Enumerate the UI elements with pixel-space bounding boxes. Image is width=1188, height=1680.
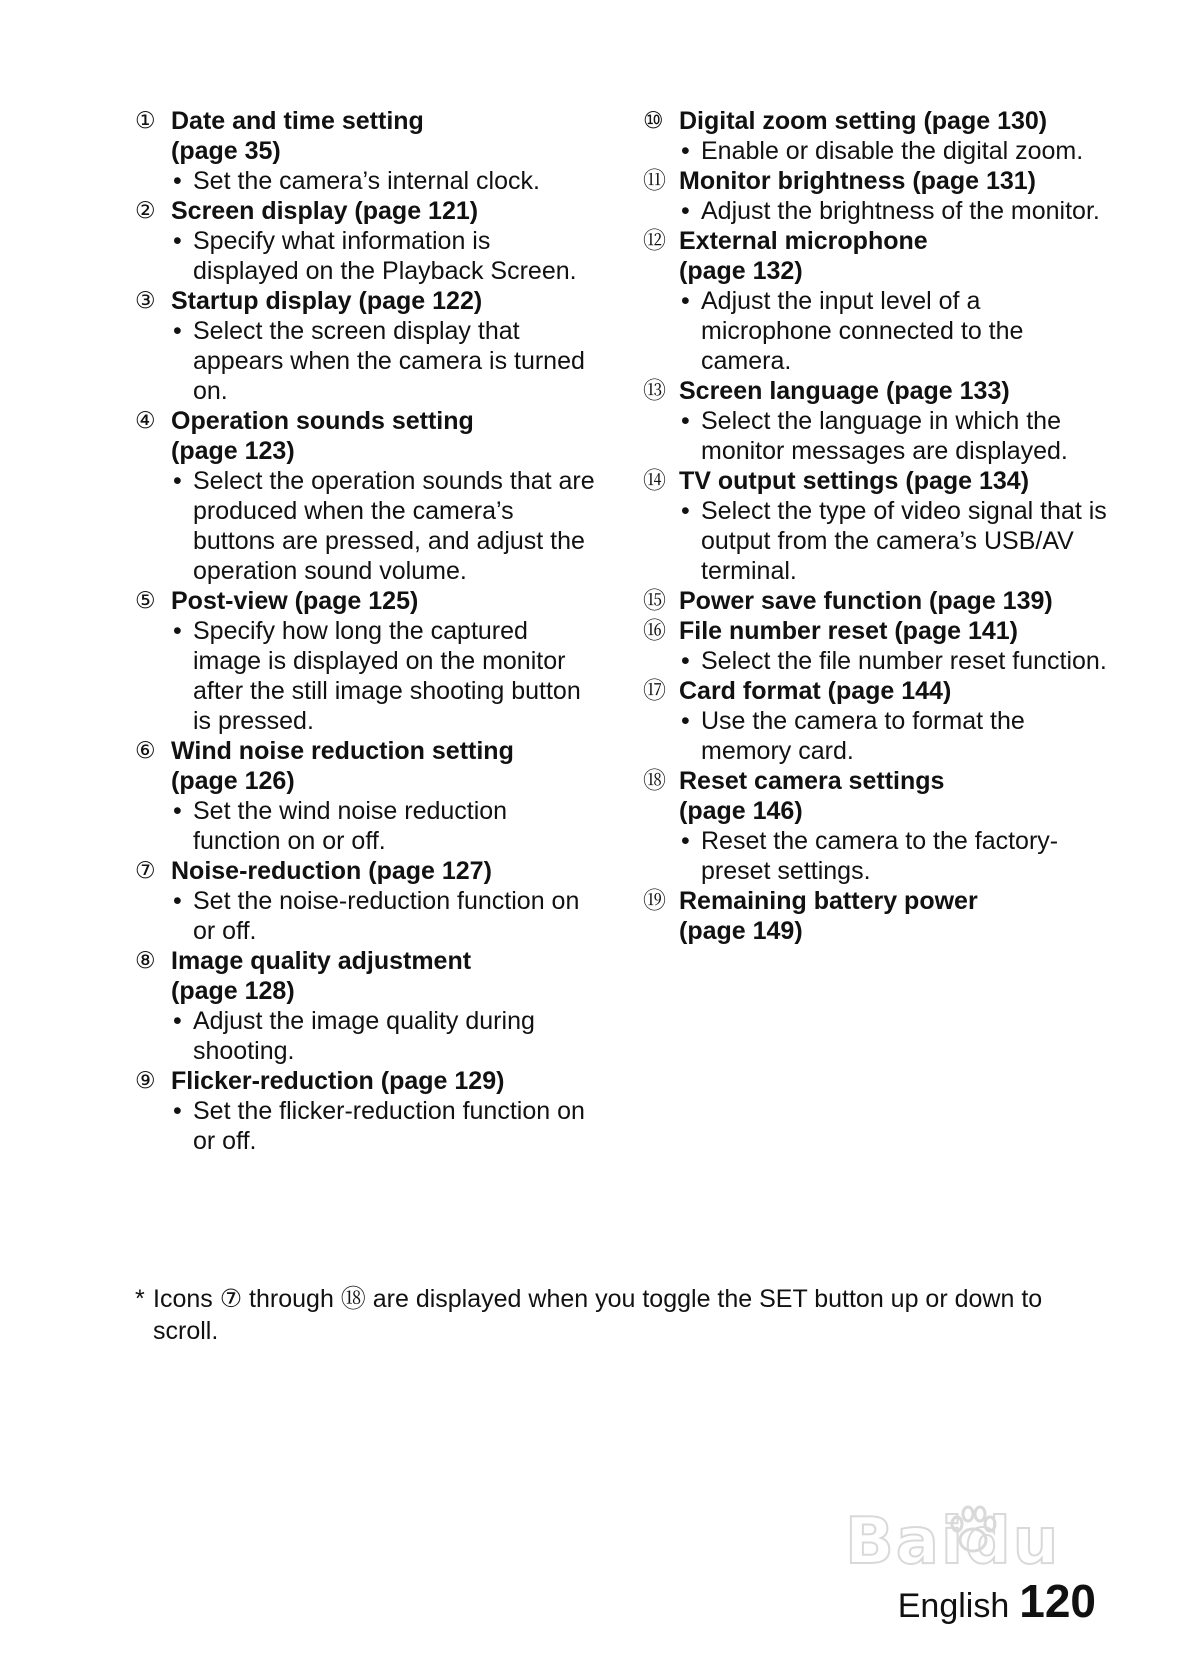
description-text: Adjust the image quality during shooting.	[193, 1007, 535, 1065]
setting-item	[643, 376, 1113, 466]
setting-item	[643, 676, 1113, 766]
setting-heading	[135, 946, 595, 1006]
setting-heading	[643, 466, 1113, 496]
setting-title: Post-view (page 125)	[171, 587, 419, 615]
item-number: ⑪	[643, 168, 666, 194]
setting-heading	[643, 616, 1113, 646]
setting-heading	[643, 226, 1113, 286]
item-number: ⑱	[643, 768, 666, 794]
setting-heading	[135, 736, 595, 796]
setting-title: Operation sounds setting (page 123)	[171, 407, 474, 465]
item-number: ⑲	[643, 888, 666, 914]
setting-heading	[135, 586, 595, 616]
description-text: Select the screen display that appears when the camera is turned on.	[193, 317, 585, 405]
setting-heading	[643, 676, 1113, 706]
paw-icon	[943, 1500, 1003, 1560]
page-footer	[898, 1574, 1096, 1628]
item-number: ⑥	[135, 738, 156, 764]
description-text: Set the flicker-reduction function on or off.	[193, 1097, 585, 1155]
setting-title: Flicker-reduction (page 129)	[171, 1067, 505, 1095]
setting-title: Remaining battery power (page 149)	[679, 887, 978, 945]
bullet-icon: •	[173, 317, 182, 345]
setting-title: Reset camera settings (page 146)	[679, 767, 945, 825]
setting-title: Card format (page 144)	[679, 677, 952, 705]
item-number: ⑫	[643, 228, 666, 254]
item-number: ②	[135, 198, 156, 224]
setting-item	[135, 736, 595, 856]
description-text: Enable or disable the digital zoom.	[701, 137, 1084, 165]
setting-item	[135, 286, 595, 406]
setting-heading	[643, 766, 1113, 826]
setting-heading	[135, 106, 595, 166]
setting-item	[643, 106, 1113, 166]
setting-heading	[135, 406, 595, 466]
description-text: Specify what information is displayed on the Playback Screen.	[193, 227, 577, 285]
setting-item	[643, 226, 1113, 376]
bullet-icon: •	[173, 617, 182, 645]
setting-description	[679, 136, 1113, 166]
bullet-icon: •	[173, 797, 182, 825]
setting-item	[643, 586, 1113, 616]
setting-item	[643, 466, 1113, 586]
footnote-text: Icons ⑦ through ⑱ are displayed when you toggle the SET button up or down to scroll.	[153, 1285, 1043, 1345]
setting-item	[643, 766, 1113, 886]
footer-language: English	[897, 1587, 1010, 1625]
setting-item	[135, 586, 595, 736]
setting-title: Wind noise reduction setting (page 126)	[171, 737, 514, 795]
item-number: ④	[135, 408, 156, 434]
setting-description	[679, 196, 1113, 226]
bullet-icon: •	[681, 647, 690, 675]
item-number: ①	[135, 108, 156, 134]
setting-item	[135, 856, 595, 946]
description-text: Select the language in which the monitor messages are displayed.	[701, 407, 1068, 465]
item-number: ⑬	[643, 378, 666, 404]
item-number: ⑭	[643, 468, 666, 494]
setting-title: Monitor brightness (page 131)	[679, 167, 1036, 195]
setting-title: External microphone (page 132)	[679, 227, 928, 285]
setting-title: Screen display (page 121)	[171, 197, 479, 225]
setting-description	[171, 226, 595, 286]
description-text: Set the noise-reduction function on or off.	[193, 887, 580, 945]
setting-heading	[135, 1066, 595, 1096]
setting-item	[135, 106, 595, 196]
setting-title: Power save function (page 139)	[679, 587, 1053, 615]
setting-item	[135, 1066, 595, 1156]
setting-heading	[135, 196, 595, 226]
setting-description	[171, 796, 595, 856]
item-number: ⑮	[643, 588, 666, 614]
setting-description	[171, 1096, 595, 1156]
bullet-icon: •	[681, 827, 690, 855]
setting-heading	[643, 886, 1113, 946]
description-text: Select the file number reset function.	[701, 647, 1107, 675]
bullet-icon: •	[681, 287, 690, 315]
setting-item	[643, 886, 1113, 946]
bullet-icon: •	[681, 707, 690, 735]
bullet-icon: •	[681, 137, 690, 165]
bullet-icon: •	[173, 167, 182, 195]
bullet-icon: •	[173, 1007, 182, 1035]
bullet-icon: •	[173, 467, 182, 495]
bullet-icon: •	[681, 497, 690, 525]
setting-item	[643, 166, 1113, 226]
setting-description	[679, 706, 1113, 766]
bullet-icon: •	[173, 227, 182, 255]
right-column	[643, 106, 1113, 946]
item-number: ⑰	[643, 678, 666, 704]
setting-description	[171, 166, 595, 196]
setting-title: TV output settings (page 134)	[679, 467, 1030, 495]
item-number: ⑨	[135, 1068, 156, 1094]
setting-title: Image quality adjustment (page 128)	[171, 947, 472, 1005]
setting-description	[171, 1006, 595, 1066]
description-text: Use the camera to format the memory card.	[701, 707, 1025, 765]
bullet-icon: •	[681, 407, 690, 435]
setting-title: Startup display (page 122)	[171, 287, 483, 315]
page-number: 120	[1019, 1575, 1096, 1627]
setting-item	[135, 406, 595, 586]
setting-item	[643, 616, 1113, 676]
setting-description	[171, 466, 595, 586]
description-text: Reset the camera to the factory-preset settings.	[701, 827, 1059, 885]
setting-description	[171, 616, 595, 736]
footnote-asterisk: *	[135, 1285, 145, 1313]
setting-heading	[135, 856, 595, 886]
setting-title: Digital zoom setting (page 130)	[679, 107, 1048, 135]
footnote	[135, 1283, 1095, 1347]
description-text: Select the type of video signal that is output from the camera’s USB/AV terminal.	[701, 497, 1107, 585]
setting-description	[679, 826, 1113, 886]
description-text: Specify how long the captured image is displayed on the monitor after the still image shooting button is pressed.	[193, 617, 581, 735]
setting-description	[171, 886, 595, 946]
bullet-icon: •	[173, 1097, 182, 1125]
setting-description	[679, 646, 1113, 676]
setting-heading	[643, 376, 1113, 406]
description-text: Select the operation sounds that are produced when the camera’s buttons are pressed, and adjust the operation sound volume.	[193, 467, 595, 585]
setting-title: Noise-reduction (page 127)	[171, 857, 492, 885]
setting-heading	[643, 586, 1113, 616]
item-number: ⑤	[135, 588, 156, 614]
setting-description	[679, 286, 1113, 376]
left-column	[135, 106, 595, 1156]
bullet-icon: •	[173, 887, 182, 915]
item-number: ⑧	[135, 948, 156, 974]
item-number: ③	[135, 288, 156, 314]
setting-heading	[135, 286, 595, 316]
item-number: ⑩	[643, 108, 664, 134]
item-number: ⑦	[135, 858, 156, 884]
setting-item	[135, 196, 595, 286]
bullet-icon: •	[681, 197, 690, 225]
setting-description	[171, 316, 595, 406]
setting-description	[679, 496, 1113, 586]
description-text: Set the camera’s internal clock.	[193, 167, 540, 195]
setting-heading	[643, 106, 1113, 136]
watermark-logo: Baidu	[845, 1505, 1061, 1579]
item-number: ⑯	[643, 618, 666, 644]
description-text: Adjust the input level of a microphone connected to the camera.	[701, 287, 1024, 375]
setting-description	[679, 406, 1113, 466]
description-text: Set the wind noise reduction function on or off.	[193, 797, 508, 855]
setting-item	[135, 946, 595, 1066]
setting-title: Screen language (page 133)	[679, 377, 1010, 405]
setting-heading	[643, 166, 1113, 196]
description-text: Adjust the brightness of the monitor.	[701, 197, 1100, 225]
setting-title: File number reset (page 141)	[679, 617, 1019, 645]
setting-title: Date and time setting (page 35)	[171, 107, 424, 165]
